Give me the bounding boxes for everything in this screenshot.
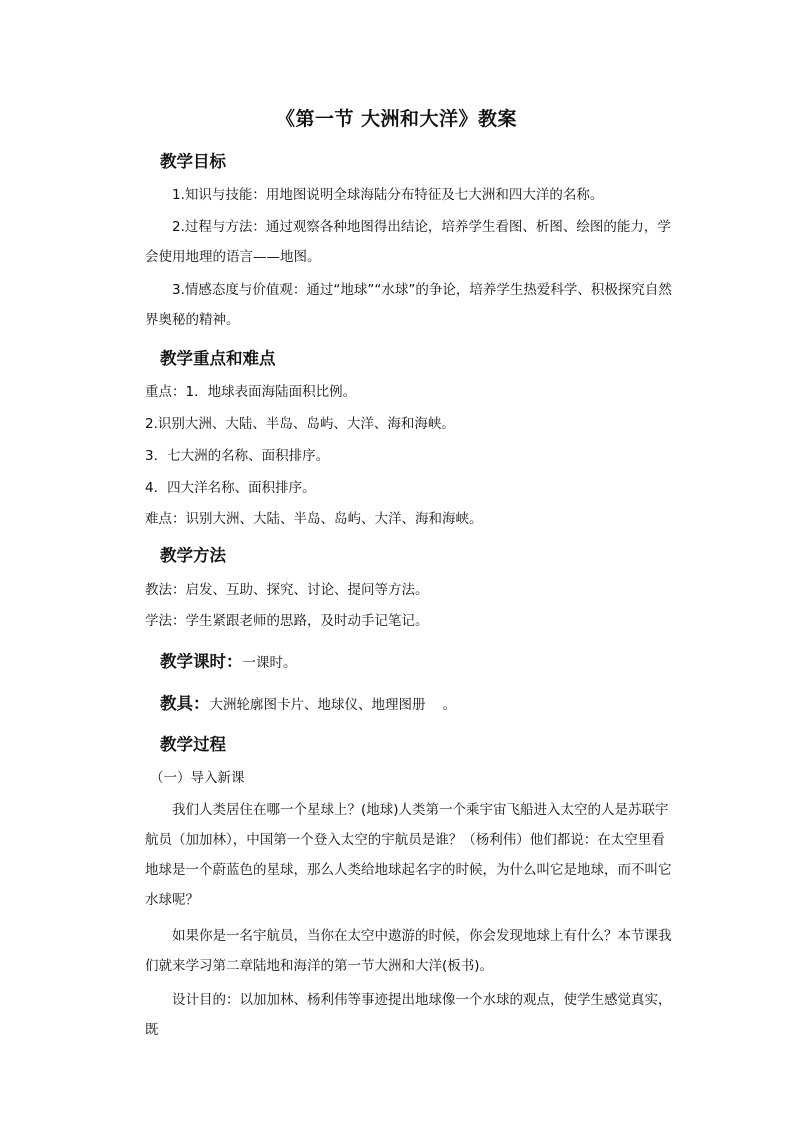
- method-item-2: 学法：学生紧跟老师的思路，及时动手记笔记。: [145, 613, 429, 629]
- heading-process: 教学过程: [160, 735, 226, 754]
- process-paragraph-3: 设计目的：以加加林、杨利伟等事迹提出地球像一个水球的观点，使学生感觉真实，既: [145, 992, 672, 1038]
- process-paragraph-1: 我们人类居住在哪一个星球上？(地球)人类第一个乘宇宙飞船进入太空的人是苏联宇航员（加加林），中国第一个登入太空的宇航员是谁？（杨利伟）他们都说：在太空里看地球是一个蔚蓝色的星球，那么人类给地球起名字的时候，为什么叫它是地球，而不叫它水球呢？: [145, 802, 672, 908]
- tools-line: [160, 690, 456, 714]
- process-subheading: （一）导入新课: [150, 770, 245, 786]
- hours-line: [160, 648, 297, 672]
- keypoint-item-5: 难点：识别大洲、大陆、半岛、岛屿、大洋、海和海峡。: [145, 511, 483, 527]
- heading-keypoints: 教学重点和难点: [160, 349, 276, 368]
- document-title: 《第一节 大洲和大洋》教案: [275, 108, 518, 130]
- tools-label: 教具：: [160, 694, 210, 713]
- method-item-1: 教法：启发、互助、探究、讨论、提问等方法。: [145, 582, 429, 598]
- process-paragraph-2: 如果你是一名宇航员，当你在太空中遨游的时候，你会发现地球上有什么？本节课我们就来学习第二章陆地和海洋的第一节大洲和大洋(板书)。: [145, 928, 672, 974]
- keypoint-item-1: 重点：1．地球表面海陆面积比例。: [145, 384, 357, 400]
- keypoint-item-3: 3．七大洲的名称、面积排序。: [145, 448, 330, 464]
- keypoint-item-2: 2.识别大洲、大陆、半岛、岛屿、大洋、海和海峡。: [145, 416, 455, 432]
- objective-item-3: 3.情感态度与价值观：通过“地球”“水球”的争论，培养学生热爱科学、积极探究自然界奥秘的精神。: [145, 282, 672, 328]
- heading-objectives: 教学目标: [160, 152, 226, 171]
- keypoint-item-4: 4．四大洋名称、面积排序。: [145, 480, 316, 496]
- objective-item-1: 1.知识与技能：用地图说明全球海陆分布特征及七大洲和四大洋的名称。: [172, 187, 604, 203]
- objective-item-2: 2.过程与方法：通过观察各种地图得出结论，培养学生看图、析图、绘图的能力，学会使用地理的语言——地图。: [145, 219, 671, 265]
- tools-value: 大洲轮廓图卡片、地球仪、地理图册 。: [209, 697, 457, 713]
- hours-label: 教学课时：: [160, 652, 243, 671]
- hours-value: 一课时。: [242, 655, 297, 671]
- heading-methods: 教学方法: [160, 546, 226, 565]
